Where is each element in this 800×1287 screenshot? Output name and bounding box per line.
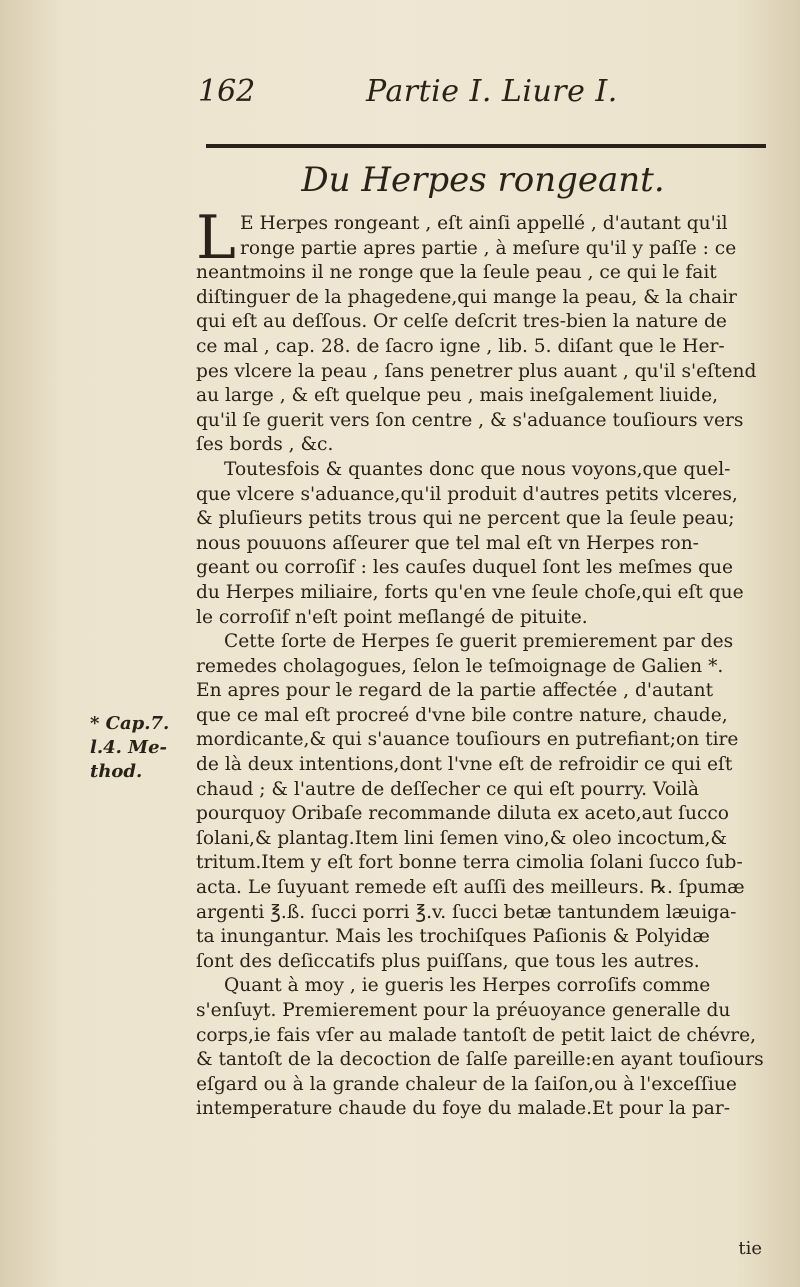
text-line: argenti ℥.ß. ſucci porri ℥.v. ſucci betæ tantundem læuiga- xyxy=(196,901,737,923)
page-number: 162 xyxy=(198,74,256,109)
text-line: pourquoy Oribaſe recommande diluta ex aceto,aut ſucco xyxy=(196,803,729,825)
text-line: que vlcere s'aduance,qu'il produit d'autres petits vlceres, xyxy=(196,483,738,505)
text-line: eſgard ou à la grande chaleur de la ſaiſon,ou à l'exceſſiue xyxy=(196,1073,737,1095)
text-line: corps,ie fais vſer au malade tantoſt de petit laict de chévre, xyxy=(196,1024,757,1046)
text-line: nous pouuons aſſeurer que tel mal eſt vn Herpes ron- xyxy=(196,532,699,554)
text-line: de là deux intentions,dont l'vne eſt de refroidir ce qui eſt xyxy=(196,754,733,776)
text-line: acta. Le ſuyuant remede eſt auſſi des meilleurs. ℞. ſpumæ xyxy=(196,877,745,899)
text-line: au large , & eſt quelque peu , mais ineſgalement liuide, xyxy=(196,385,718,407)
margin-note-line: * Cap.7. xyxy=(90,713,170,734)
text-line: chaud ; & l'autre de deſſecher ce qui eſt pourry. Voilà xyxy=(196,778,699,800)
section-title: Du Herpes rongeant. xyxy=(301,160,665,200)
text-line: mordicante,& qui s'auance touſiours en putrefiant;on tire xyxy=(196,729,739,751)
text-line: & tantoſt de la decoction de ſalſe pareille:en ayant touſiours xyxy=(196,1049,764,1071)
text-line: ta inungantur. Mais les trochiſques Paſionis & Polyidæ xyxy=(196,926,710,948)
text-line: ſont des deſiccatifs plus puiſſans, que tous les autres. xyxy=(196,950,700,972)
text-line: pes vlcere la peau , ſans penetrer plus auant , qu'il s'eſtend xyxy=(196,360,757,382)
text-line: Toutesfois & quantes donc que nous voyons,que quel- xyxy=(224,458,731,480)
drop-cap: L xyxy=(196,203,236,273)
catchword: tie xyxy=(738,1238,762,1259)
header-rule xyxy=(206,144,766,148)
text-line: E Herpes rongeant , eſt ainſi appellé , d'autant qu'il xyxy=(240,213,728,234)
text-line: que ce mal eſt procreé d'vne bile contre nature, chaude, xyxy=(196,704,728,726)
body-text xyxy=(196,203,770,1122)
text-line: & pluſieurs petits trous qui ne percent que la ſeule peau; xyxy=(196,508,735,530)
text-line: s'enſuyt. Premierement pour la préuoyance generalle du xyxy=(196,1000,731,1021)
text-line: ſolani,& plantag.Item lini ſemen vino,& oleo incoctum,& xyxy=(196,827,727,849)
text-line: geant ou corroſif : les cauſes duquel ſont les meſmes que xyxy=(196,557,733,579)
text-line: diſtinguer de la phagedene,qui mange la peau, & la chair xyxy=(196,286,737,308)
text-line: du Herpes miliaire, forts qu'en vne ſeule choſe,qui eſt que xyxy=(196,581,744,603)
text-line: Cette ſorte de Herpes ſe guerit premierement par des xyxy=(224,631,734,653)
text-line: qu'il ſe guerit vers ſon centre , & s'aduance touſiours vers xyxy=(196,409,744,431)
text-line: tritum.Item y eſt fort bonne terra cimolia ſolani ſucco ſub- xyxy=(196,852,743,874)
text-line: qui eſt au deſſous. Or celſe deſcrit tres-bien la nature de xyxy=(196,311,727,333)
text-line: En apres pour le regard de la partie affectée , d'autant xyxy=(196,680,714,702)
margin-note-line: l.4. Me- xyxy=(90,737,168,758)
text-line: intemperature chaude du foye du malade.Et pour la par- xyxy=(196,1098,730,1120)
page-header xyxy=(198,74,768,114)
text-line: ſes bords , &c. xyxy=(196,434,334,456)
text-lines xyxy=(196,203,770,1122)
text-line: ronge partie apres partie , à meſure qu'il y paſſe : ce xyxy=(240,237,737,259)
running-head: Partie I. Liure I. xyxy=(366,74,618,109)
margin-note-line: thod. xyxy=(90,761,143,782)
text-line: remedes cholagogues, ſelon le teſmoignage de Galien *. xyxy=(196,655,724,677)
margin-note xyxy=(90,712,190,784)
text-line: Quant à moy , ie gueris les Herpes corroſifs comme xyxy=(224,975,711,997)
text-line: ce mal , cap. 28. de ſacro igne , lib. 5. diſant que le Her- xyxy=(196,335,725,357)
text-line: neantmoins il ne ronge que la ſeule peau , ce qui le fait xyxy=(196,262,717,284)
text-line: le corroſif n'eſt point meſlangé de pituite. xyxy=(196,606,588,628)
